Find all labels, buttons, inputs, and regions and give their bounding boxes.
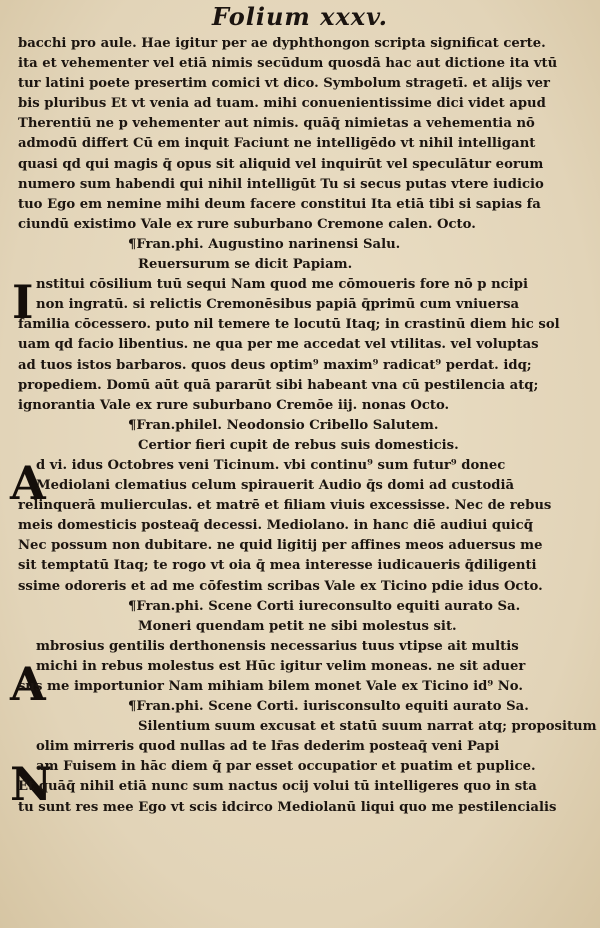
text-line: Nec possum non dubitare. ne quid ligitij per affines meos aduersus me	[18, 538, 543, 554]
text-line: familia cōcessero. puto nil temere te locutū Itaq; in crastinū diem hic sol	[18, 317, 560, 333]
text-line: ita et vehementer vel etiā nimis secūdum quosdā hac aut dictione ita vtū	[18, 56, 558, 72]
letter-text	[18, 34, 597, 818]
letter-summary: Certior fieri cupit de rebus suis domesticis.	[138, 437, 459, 453]
letter-heading: ¶Fran.phi. Augustino narinensi Salu.	[128, 236, 401, 252]
text-line: numero sum habendi qui nihil intelligūt Tu si secus putas vtere iudicio	[18, 176, 544, 192]
text-line: non ingratū. si relictis Cremonēsibus papiā q̄primū cum vniuersa	[36, 297, 520, 313]
text-line: Therentiū ne p vehementer aut nimis. quāq̄ nimietas a vehementia nō	[18, 116, 535, 132]
folio-number: Folium xxxv.	[212, 2, 388, 31]
text-line: d vi. idus Octobres veni Ticinum. vbi continu⁹ sum futur⁹ donec	[36, 457, 506, 473]
text-line: sus me importunior Nam mihiam bilem monet Vale ex Ticino id⁹ No.	[18, 679, 523, 694]
letter-heading: ¶Fran.phi. Scene Corti iureconsulto equiti aurato Sa.	[128, 598, 521, 614]
letter-heading: ¶Fran.philel. Neodonsio Cribello Salutem.	[128, 417, 439, 433]
text-line: bacchi pro aule. Hae igitur per ae dyphthongon scripta significat certe.	[18, 36, 546, 51]
letter-summary: Reuersurum se dicit Papiam.	[138, 257, 353, 273]
text-line: quasi qd qui magis q̄ opus sit aliquid vel inquirūt vel speculātur eorum	[18, 156, 544, 172]
text-line: Et quāq̄ nihil etiā nunc sum nactus ocij volui tū intelligeres quo in sta	[18, 779, 537, 795]
text-line: tur latini poete presertim comici vt dico. Symbolum stragetī. et alijs ver	[18, 76, 550, 92]
drop-cap-a: A	[10, 456, 46, 510]
text-line: sit temptatū Itaq; te rogo vt oia q̄ mea interesse iudicaueris q̄diligenti	[18, 558, 537, 574]
drop-cap-a2: A	[10, 657, 46, 711]
text-line: Mediolani clematius celum spirauerit Audio q̄s domi ad custodiā	[36, 478, 515, 494]
text-line: propediem. Domū aūt quā pararūt sibi habeant vna cū pestilencia atq;	[18, 377, 539, 393]
text-line: tu sunt res mee Ego vt scis idcirco Mediolanū liqui quo me pestilencialis	[18, 799, 557, 815]
text-line: ignorantia Vale ex rure suburbano Cremōe iij. nonas Octo.	[18, 397, 450, 413]
letter-summary: Silentium suum excusat et statū suum narrat atq; propositum	[138, 719, 597, 735]
text-line: mbrosius gentilis derthonensis necessarius tuus vtipse ait multis	[36, 638, 519, 654]
drop-cap-i: I	[12, 275, 34, 329]
text-line: bis pluribus Et vt venia ad tuam. mihi conuenientissime dici videt apud	[18, 96, 546, 112]
letter-summary: Moneri quendam petit ne sibi molestus sit.	[138, 618, 457, 634]
text-line: michi in rebus molestus est Hūc igitur velim moneas. ne sit aduer	[36, 658, 526, 674]
text-line: uam qd facio libentius. ne qua per me accedat vel vtilitas. vel voluptas	[18, 337, 539, 353]
text-line: am Fuisem in hāc diem q̄ par esset occupatior et puatim et puplice.	[36, 759, 536, 775]
text-line: meis domesticis posteaq̄ decessi. Mediolano. in hanc diē audiui quicq̄	[18, 518, 533, 534]
text-line: olim mirreris quod nullas ad te lr̄as dederim posteaq̄ veni Papi	[36, 739, 500, 755]
text-line: ad tuos istos barbaros. quos deus optim⁹ maxim⁹ radicat⁹ perdat. idq;	[18, 357, 532, 373]
text-line: ssime odoreris et ad me cōfestim scribas Vale ex Ticino pdie idus Octo.	[18, 578, 543, 594]
drop-cap-n: N	[10, 757, 53, 811]
text-line: tuo Ego em nemine mihi deum facere constitui Ita etiā tibi si sapias fa	[18, 196, 541, 212]
text-line: nstitui cōsilium tuū sequi Nam quod me cōmoueris fore nō p ncipi	[36, 277, 528, 293]
letter-heading: ¶Fran.phi. Scene Corti. iurisconsulto equiti aurato Sa.	[128, 699, 529, 715]
text-line: ciundū existimo Vale ex rure suburbano Cremone calen. Octo.	[18, 216, 476, 232]
text-line: relinquerā mulierculas. et matrē et filiam viuis excessisse. Nec de rebus	[18, 498, 552, 514]
text-line: admodū differt Cū em inquit Faciunt ne intelligēdo vt nihil intelligant	[18, 136, 536, 152]
